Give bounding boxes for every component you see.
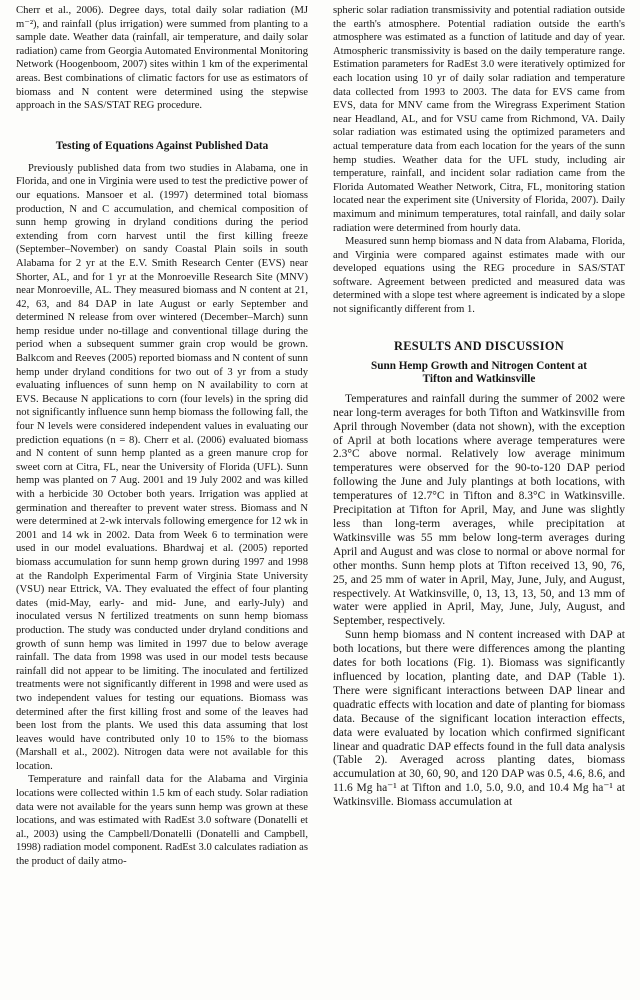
section-heading-testing-equations: Testing of Equations Against Published Data <box>55 139 269 152</box>
subsection-heading-line-1: Sunn Hemp Growth and Nitrogen Content at <box>371 359 587 372</box>
paragraph-biomass-accumulation: Sunn hemp biomass and N content increased with DAP at both locations, but there were differences among the planting dates for both locations (Fig. 1). Biomass was significantly influenced by location, planting date, and DAP (Table 1). There were significant interactions between DAP linear and quadratic effects with location and date of planting for biomass data. Because of the significant location interaction effects, data were evaluated by location which confirmed significant linear and quadratic DAP effects found in the full data analysis (Table 2). Averaged across planting dates, biomass accumulation at 30, 60, 90, and 120 DAP was 0.5, 4.6, 8.6, and 11.6 Mg ha⁻¹ at Tifton and 1.0, 5.0, 9.0, and 10.4 Mg ha⁻¹ at Watkinsville. Biomass accumulation at <box>333 629 625 809</box>
subsection-heading-sunn-hemp-growth <box>333 360 625 387</box>
section-heading-results: RESULTS AND DISCUSSION <box>393 338 565 353</box>
paragraph-model-comparison: Measured sunn hemp biomass and N data from Alabama, Florida, and Virginia were compared against estimates made with our developed equations using the REG procedure in SAS/STAT software. Agreement between predicted and measured data was determined with a slope test where agreement is indicated by a slope not significantly different from 1. <box>333 236 625 316</box>
subsection-heading-line-2: Tifton and Watkinsville <box>422 373 536 386</box>
paragraph-published-data: Previously published data from two studies in Alabama, one in Florida, and one in Virginia were used to test the predictive power of our equations. Mansoer et al. (1997) determined total biomass production, N and C accumulation, and chemical composition of sunn hemp growing in dryland conditions during the period extending from corn harvest until the first killing freeze (September–November) on sandy Coastal Plain soils in south Alabama for 2 yr at the E.V. Smith Research Center (EVS) near Shorter, AL, and for 1 yr at the Monroeville Research Site (MNV) near Monroeville, AL. They measured biomass and N content at 21, 42, 63, and 84 DAP in late August or early September and determined N release from over wintered (December–March) sunn hemp residue under no-tillage and conventional tillage during the period when a subsequent summer grain crop would be grown. Balkcom and Reeves (2005) reported biomass and N content of sunn hemp under dryland conditions for two out of 3 yr from a study evaluating influences of sunn hemp on N availability to corn at EVS. Because N applications to corn (four levels) in the spring did not significantly influence sunn hemp biomass the following fall, the four N levels were considered independent values in evaluating our prediction equations (n = 8). Cherr et al. (2006) evaluated biomass and N content of sunn hemp planted as a green manure crop for sweet corn at Citra, FL, near the University of Florida (UFL). Sunn hemp was planted on 7 Aug. 2001 and 19 July 2002 and was killed with a herbicide 30 October both years. Irrigation was applied at germination and thereafter to prevent water stress. Biomass and N were determined at 2-wk intervals following emergence for 12 wk in 2001 and 14 wk in 2002. Data from Week 6 to termination were used in our model evaluations. Bhardwaj et al. (2005) reported biomass accumulation for sunn hemp grown during 1997 and 1998 at the Randolph Experimental Farm of Virginia State University (VSU) near Ettrick, VA. They evaluated the effect of four planting dates (mid-May, early- and mid- June, and early-July) and inoculated versus N fertilized treatments on sunn hemp biomass production. The study was conducted under dryland conditions and growth of sunn hemp was limited in 1997 due to below average rainfall. The data from 1998 was used in our model tests because rainfall did not appear to be limiting. The inoculated and fertilized treatments were not significantly different in 1998 and were used as two independent values for testing our equations. Biomass was determined after the first killing frost and some of the leaves had been lost from the plants. We used this data assuming that lost leaves would have contributed only 10 to 15% to the biomass (Marshall et al., 2002). Nitrogen data were not available for this location. <box>16 162 308 772</box>
paragraph-methods-weather: Cherr et al., 2006). Degree days, total daily solar radiation (MJ m⁻²), and rainfall (plus irrigation) were summed from planting to a sample date. Weather data (rainfall, air temperature, and daily solar radiation) came from Georgia Automated Environmental Monitoring Network (Hoogenboom, 2007) sites within 1 km of the experimental areas. Best combinations of climatic factors for use as estimators of biomass and N content were determined using the stepwise approach in the SAS/STAT REG procedure. <box>16 5 308 112</box>
results-body <box>333 393 625 810</box>
right-column <box>333 4 625 810</box>
paragraph-temperatures-rainfall-2002: Temperatures and rainfall during the summer of 2002 were near long-term averages for both Tifton and Watkinsville from April through November (data not shown), with the exception of April at both locations where average temperatures were 2.3°C above normal. Relatively low average minimum temperatures were observed for the 90-to-120 DAP period following the June and July plantings at both locations, with temperatures of 12.7°C in Tifton and 8.3°C in Watkinsville. Precipitation at Tifton for April, May, and June was slightly less than long-term averages, while precipitation at Watkinsville was 55 mm below long-term averages during April and August and was close to normal or above normal for other months. Sunn hemp plots at Tifton received 13, 90, 76, 25, and 25 mm of water in April, May, June, July, and August, respectively. At Watkinsville, 0, 13, 13, 13, 50, and 13 mm of water were applied in April, May, June, July, August, and September, respectively. <box>333 392 625 628</box>
paragraph-temperature-rainfall-data: Temperature and rainfall data for the Alabama and Virginia locations were collected within 1.5 km of each study. Solar radiation data were not available for the years sunn hemp was grown at these locations, and was estimated with RadEst 3.0 software (Donatelli et al., 2003) using the Campbell/Donatelli (Donatelli and Campbell, 1998) radiation model component. RadEst 3.0 calculates radiation as the product of daily atmo- <box>16 774 308 868</box>
paragraph-radiation-transmissivity: spheric solar radiation transmissivity and potential radiation outside the earth's atmosphere. Potential radiation outside the earth's atmosphere was estimated as a function of latitude and day of year. Atmospheric transmissivity is based on the daily temperature range. Estimation parameters for RadEst 3.0 were iteratively optimized for each location using 10 yr of daily solar radiation and temperature data collected from 1993 to 2003. The data for EVS came from EVS, data for MNV came from the Wiregrass Experiment Station near Headland, AL, and for VSU came from Richmond, VA. Daily solar radiation was estimated using the optimized parameters and actual temperature data from each location for the years of the sunn hemp studies. Weather data for the UFL study, including air temperature, rainfall, and incident solar radiation came from the Florida Automated Weather Network, Citra, FL, monitoring station located near the experiment site (University of Florida, 2007). Daily maximum and minimum temperatures, total rainfall, and daily solar radiation were determined from hourly data. <box>333 5 625 234</box>
left-column <box>16 4 308 869</box>
